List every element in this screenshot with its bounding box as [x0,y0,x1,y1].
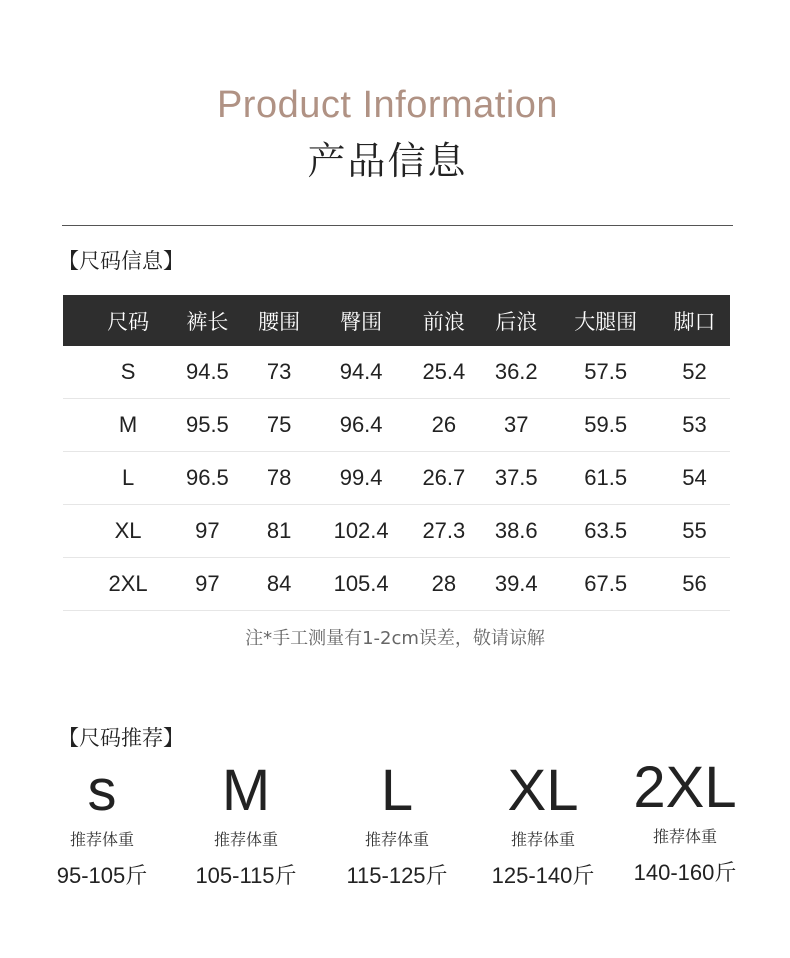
table-cell: 26.7 [408,452,480,505]
table-cell: 67.5 [552,558,659,611]
table-cell: 78 [244,452,315,505]
table-cell: 94.4 [315,346,408,399]
recommend-weight-range: 140-160斤 [633,860,737,885]
table-cell: 97 [171,505,243,558]
recommend-size: M [221,758,271,823]
table-cell: 55 [659,505,730,558]
table-cell: 37.5 [480,452,552,505]
table-cell: 57.5 [552,346,659,399]
table-cell: 95.5 [171,399,243,452]
table-row [63,558,730,611]
col-header-hip: 臀围 [315,295,408,346]
size-info-label: 【尺码信息】 [58,249,184,273]
recommend-weight-label: 推荐体重 [69,830,134,849]
table-row [63,505,730,558]
size-recommend-label: 【尺码推荐】 [58,726,184,750]
col-header-length: 裤长 [171,295,243,346]
table-row [63,399,730,452]
recommend-size: L [380,758,414,823]
recommend-weight-label: 推荐体重 [652,827,717,846]
table-cell: 94.5 [171,346,243,399]
table-cell: 73 [244,346,315,399]
table-cell: 63.5 [552,505,659,558]
col-header-front-rise: 前浪 [408,295,480,346]
table-cell: 26 [408,399,480,452]
title-divider [62,225,733,226]
recommend-size: 2XL [633,755,737,820]
table-row [63,346,730,399]
table-cell: L [63,452,171,505]
page-title-en: Product Information [216,84,559,126]
recommend-weight-range: 115-125斤 [346,863,448,888]
recommend-size: s [87,758,117,823]
recommend-weight-label: 推荐体重 [213,830,278,849]
table-cell: 2XL [63,558,171,611]
table-cell: 56 [659,558,730,611]
recommend-size: XL [507,758,579,823]
recommend-weight-range: 125-140斤 [491,863,595,888]
table-cell: 28 [408,558,480,611]
page-title-cn: 产品信息 [307,139,468,183]
table-cell: 54 [659,452,730,505]
recommend-weight-range: 105-115斤 [195,863,297,888]
col-header-hem: 脚口 [659,295,730,346]
recommend-weight-label: 推荐体重 [364,830,429,849]
col-header-size: 尺码 [63,295,171,346]
table-cell: 59.5 [552,399,659,452]
recommend-item [322,755,472,890]
recommend-item [171,755,321,890]
table-cell: 97 [171,558,243,611]
recommend-item [468,755,618,890]
table-cell: M [63,399,171,452]
table-cell: 38.6 [480,505,552,558]
table-row [63,452,730,505]
table-header-row [63,295,730,346]
col-header-back-rise: 后浪 [480,295,552,346]
table-cell: 36.2 [480,346,552,399]
measurement-note: 注*手工测量有1-2cm误差，敬请谅解 [245,628,545,649]
table-cell: 61.5 [552,452,659,505]
table-cell: 99.4 [315,452,408,505]
table-cell: 75 [244,399,315,452]
table-cell: 25.4 [408,346,480,399]
table-cell: 102.4 [315,505,408,558]
table-cell: S [63,346,171,399]
table-cell: XL [63,505,171,558]
table-cell: 37 [480,399,552,452]
table-cell: 39.4 [480,558,552,611]
recommend-item [610,752,760,887]
table-cell: 53 [659,399,730,452]
table-cell: 81 [244,505,315,558]
table-cell: 105.4 [315,558,408,611]
table-cell: 27.3 [408,505,480,558]
recommend-item [27,755,177,890]
table-cell: 52 [659,346,730,399]
col-header-waist: 腰围 [244,295,315,346]
recommend-weight-label: 推荐体重 [510,830,575,849]
table-cell: 96.4 [315,399,408,452]
size-table [63,295,730,611]
recommend-weight-range: 95-105斤 [56,863,148,888]
table-cell: 96.5 [171,452,243,505]
table-cell: 84 [244,558,315,611]
col-header-thigh: 大腿围 [552,295,659,346]
